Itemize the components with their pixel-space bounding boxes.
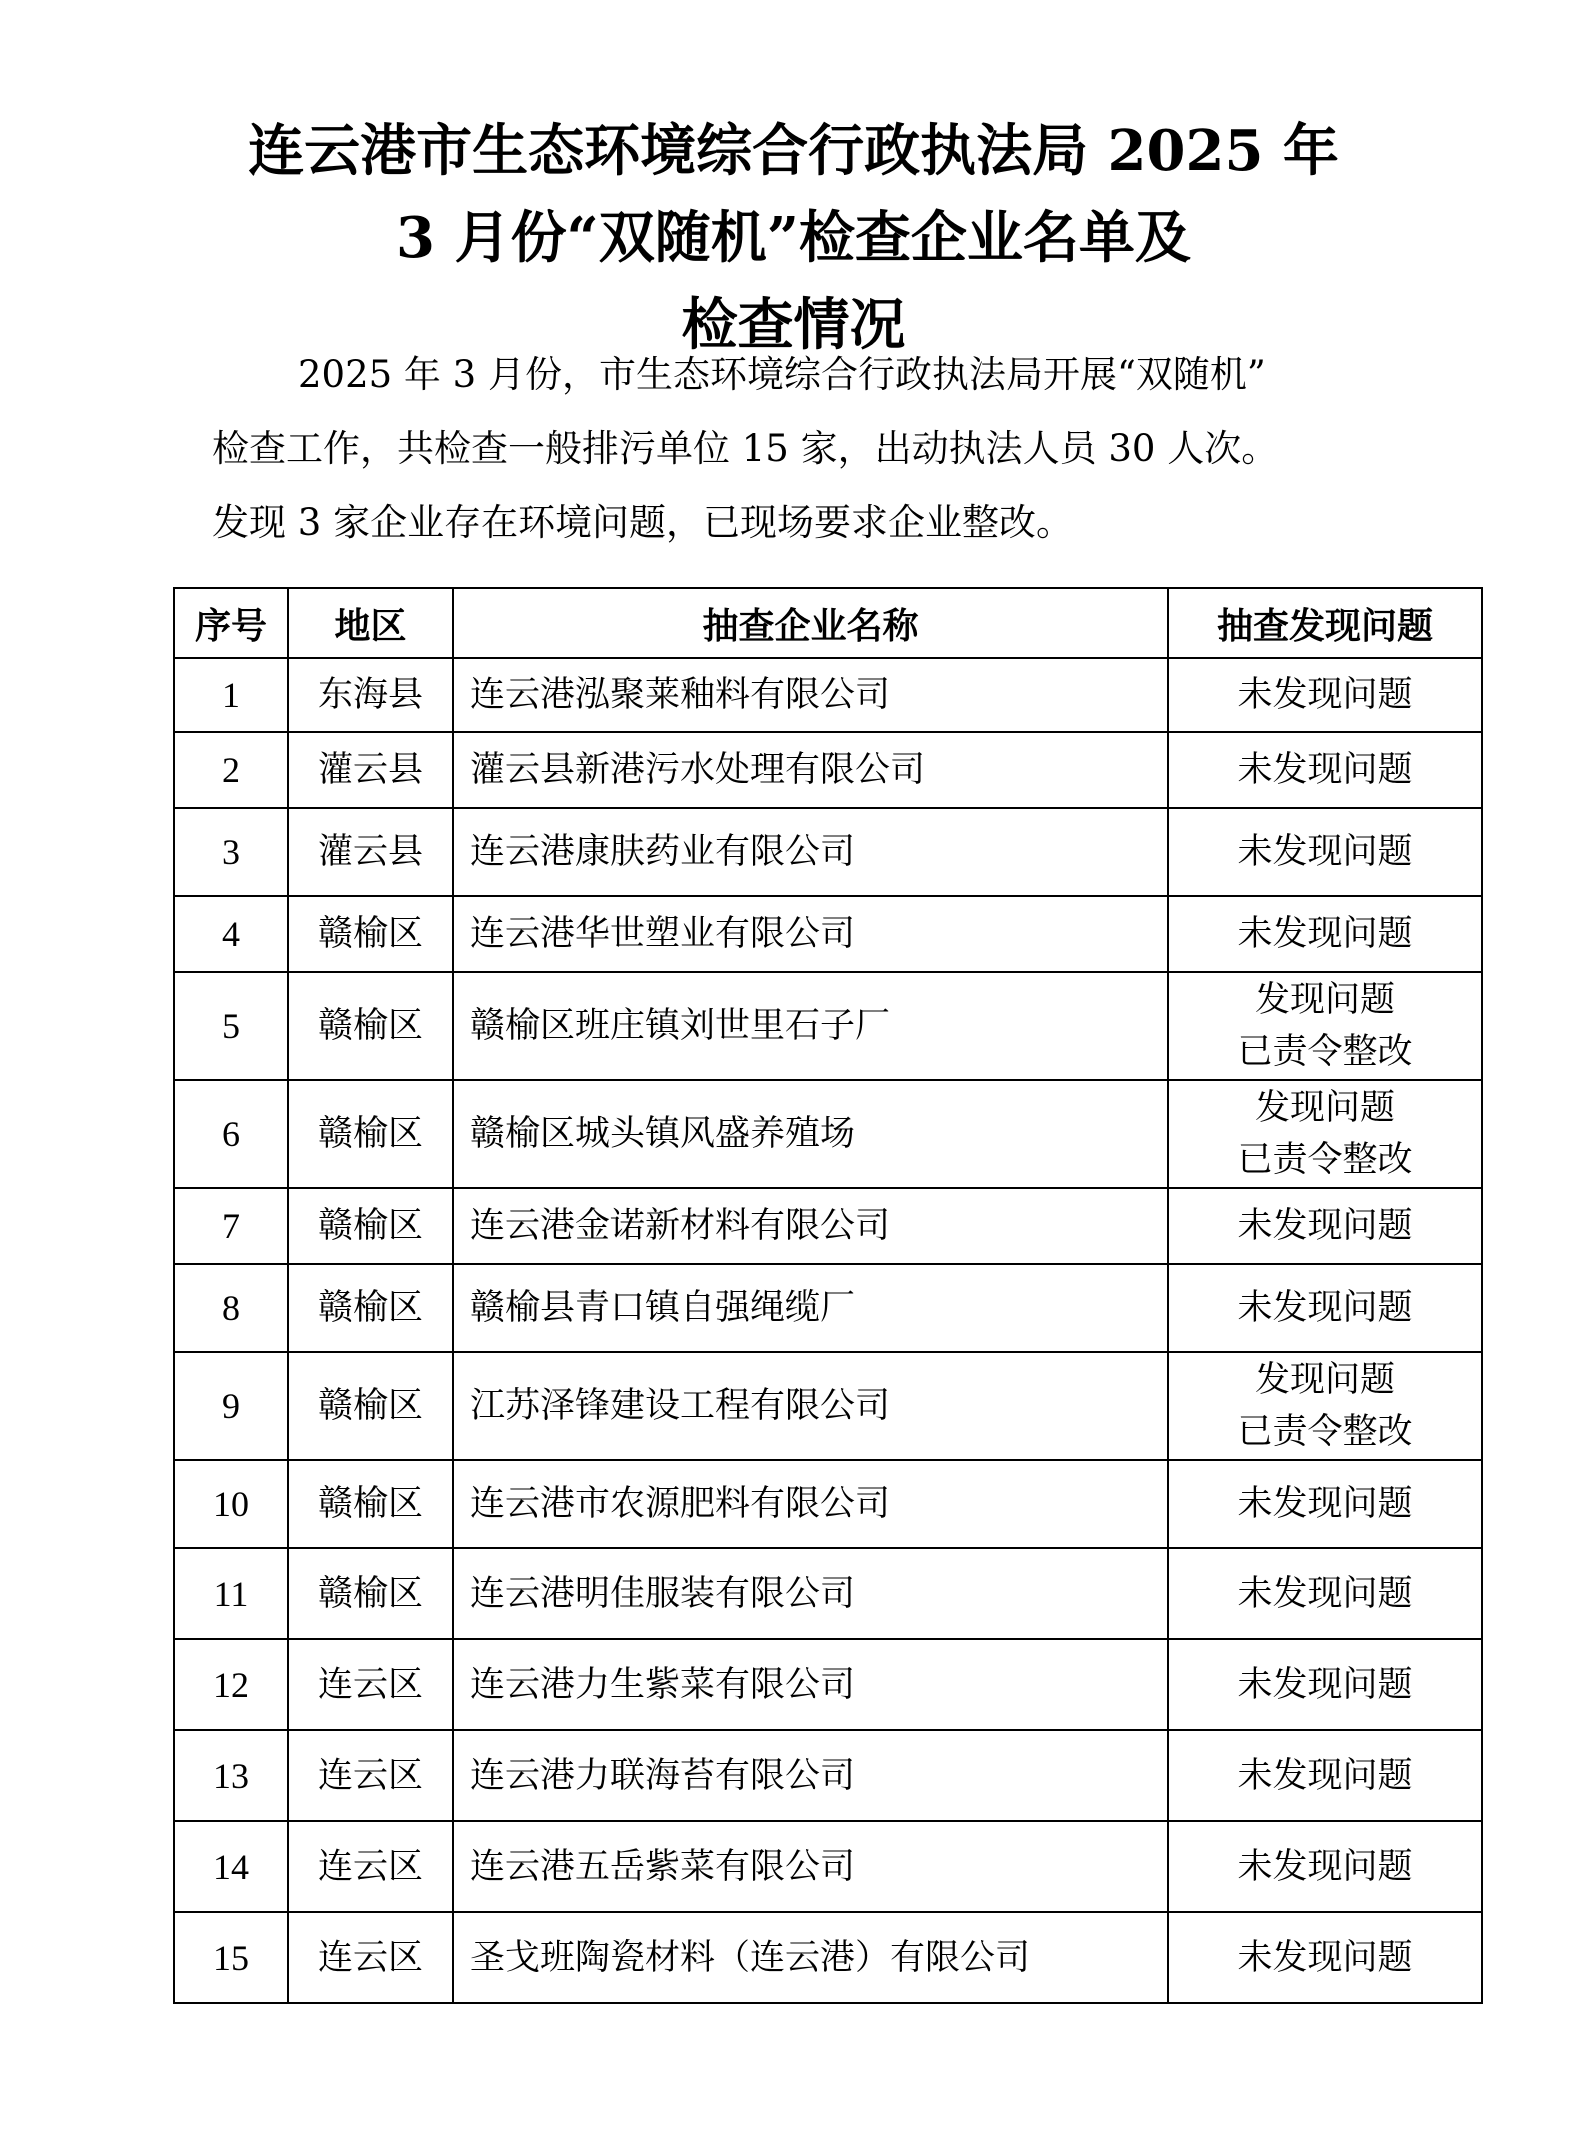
- table-row: [174, 1639, 1482, 1730]
- result-line: 未发现问题: [1237, 1937, 1413, 1978]
- row-company: 连云港力联海苔有限公司: [453, 1730, 1168, 1821]
- header-company: 抽查企业名称: [453, 588, 1168, 658]
- row-region: 连云区: [288, 1730, 453, 1821]
- row-region: 赣榆区: [288, 1080, 453, 1188]
- table-row: [174, 1352, 1482, 1460]
- row-seq: 5: [174, 972, 288, 1080]
- table-row: [174, 1460, 1482, 1548]
- result-line: 未发现问题: [1237, 1573, 1413, 1614]
- row-region: 连云区: [288, 1912, 453, 2003]
- header-result: 抽查发现问题: [1168, 588, 1482, 658]
- table-body: [174, 658, 1482, 2003]
- row-region: 赣榆区: [288, 1548, 453, 1639]
- row-company: 圣戈班陶瓷材料（连云港）有限公司: [453, 1912, 1168, 2003]
- row-company: 灌云县新港污水处理有限公司: [453, 732, 1168, 808]
- row-company: 连云港泓聚莱釉料有限公司: [453, 658, 1168, 732]
- row-company: 江苏泽锋建设工程有限公司: [453, 1352, 1168, 1460]
- row-region: 赣榆区: [288, 1264, 453, 1352]
- title-line-1: 连云港市生态环境综合行政执法局 2025 年: [248, 118, 1339, 184]
- table-row: [174, 896, 1482, 972]
- table-row: [174, 1188, 1482, 1264]
- row-company: 赣榆县青口镇自强绳缆厂: [453, 1264, 1168, 1352]
- table-row: [174, 1730, 1482, 1821]
- row-seq: 10: [174, 1460, 288, 1548]
- row-result: [1168, 658, 1482, 732]
- table-row: [174, 1548, 1482, 1639]
- row-seq: 1: [174, 658, 288, 732]
- row-result: [1168, 896, 1482, 972]
- row-company: 连云港康肤药业有限公司: [453, 808, 1168, 896]
- row-result: [1168, 1912, 1482, 2003]
- result-line: 未发现问题: [1237, 914, 1413, 954]
- title-line-3: 检查情况: [681, 292, 906, 358]
- row-result: [1168, 972, 1482, 1080]
- row-result: [1168, 1460, 1482, 1548]
- row-seq: 3: [174, 808, 288, 896]
- result-line: 未发现问题: [1237, 1484, 1413, 1524]
- table-row: [174, 1264, 1482, 1352]
- table-row: [174, 1912, 1482, 2003]
- row-seq: 4: [174, 896, 288, 972]
- row-seq: 6: [174, 1080, 288, 1188]
- row-seq: 9: [174, 1352, 288, 1460]
- row-region: 东海县: [288, 658, 453, 732]
- row-region: 连云区: [288, 1821, 453, 1912]
- summary-paragraph: [212, 338, 1392, 560]
- table-header-row: [174, 588, 1482, 658]
- result-line: 已责令整改: [1237, 1032, 1413, 1072]
- title-line-2: 3 月份“双随机”检查企业名单及: [396, 205, 1191, 271]
- result-line: 发现问题: [1254, 1088, 1395, 1128]
- row-region: 灌云县: [288, 732, 453, 808]
- table-row: [174, 658, 1482, 732]
- row-result: [1168, 732, 1482, 808]
- table-row: [174, 1821, 1482, 1912]
- row-result: [1168, 1821, 1482, 1912]
- row-region: 赣榆区: [288, 1352, 453, 1460]
- row-seq: 15: [174, 1912, 288, 2003]
- paragraph-line-3: 发现 3 家企业存在环境问题，已现场要求企业整改。: [212, 501, 1074, 544]
- row-company: 连云港市农源肥料有限公司: [453, 1460, 1168, 1548]
- row-seq: 7: [174, 1188, 288, 1264]
- header-region: 地区: [288, 588, 453, 658]
- result-line: 发现问题: [1254, 980, 1395, 1020]
- result-line: 未发现问题: [1237, 1755, 1413, 1796]
- row-seq: 14: [174, 1821, 288, 1912]
- row-seq: 11: [174, 1548, 288, 1639]
- row-region: 赣榆区: [288, 1188, 453, 1264]
- row-result: [1168, 808, 1482, 896]
- row-seq: 8: [174, 1264, 288, 1352]
- result-line: 未发现问题: [1237, 1206, 1413, 1246]
- result-line: 已责令整改: [1237, 1412, 1413, 1452]
- row-company: 连云港力生紫菜有限公司: [453, 1639, 1168, 1730]
- result-line: 未发现问题: [1237, 832, 1413, 872]
- row-result: [1168, 1730, 1482, 1821]
- row-result: [1168, 1639, 1482, 1730]
- paragraph-line-1: 2025 年 3 月份，市生态环境综合行政执法局开展“双随机”: [298, 353, 1266, 396]
- row-seq: 2: [174, 732, 288, 808]
- row-region: 赣榆区: [288, 972, 453, 1080]
- row-region: 赣榆区: [288, 1460, 453, 1548]
- row-result: [1168, 1352, 1482, 1460]
- row-company: 连云港华世塑业有限公司: [453, 896, 1168, 972]
- result-line: 未发现问题: [1237, 1288, 1413, 1328]
- document-title: [0, 108, 1587, 369]
- paragraph-line-2: 检查工作，共检查一般排污单位 15 家，出动执法人员 30 人次。: [212, 427, 1279, 470]
- inspection-table: [173, 587, 1483, 2004]
- result-line: 已责令整改: [1237, 1140, 1413, 1180]
- row-region: 连云区: [288, 1639, 453, 1730]
- row-seq: 12: [174, 1639, 288, 1730]
- row-region: 赣榆区: [288, 896, 453, 972]
- table-row: [174, 732, 1482, 808]
- row-region: 灌云县: [288, 808, 453, 896]
- table-row: [174, 808, 1482, 896]
- row-company: 连云港五岳紫菜有限公司: [453, 1821, 1168, 1912]
- table-row: [174, 972, 1482, 1080]
- row-result: [1168, 1188, 1482, 1264]
- row-company: 赣榆区城头镇风盛养殖场: [453, 1080, 1168, 1188]
- row-result: [1168, 1548, 1482, 1639]
- result-line: 未发现问题: [1237, 1846, 1413, 1887]
- result-line: 未发现问题: [1237, 675, 1413, 715]
- row-company: 连云港明佳服装有限公司: [453, 1548, 1168, 1639]
- row-result: [1168, 1080, 1482, 1188]
- row-seq: 13: [174, 1730, 288, 1821]
- header-seq: 序号: [174, 588, 288, 658]
- result-line: 未发现问题: [1237, 1664, 1413, 1705]
- row-company: 赣榆区班庄镇刘世里石子厂: [453, 972, 1168, 1080]
- result-line: 未发现问题: [1237, 750, 1413, 790]
- result-line: 发现问题: [1254, 1360, 1395, 1400]
- table-row: [174, 1080, 1482, 1188]
- row-result: [1168, 1264, 1482, 1352]
- row-company: 连云港金诺新材料有限公司: [453, 1188, 1168, 1264]
